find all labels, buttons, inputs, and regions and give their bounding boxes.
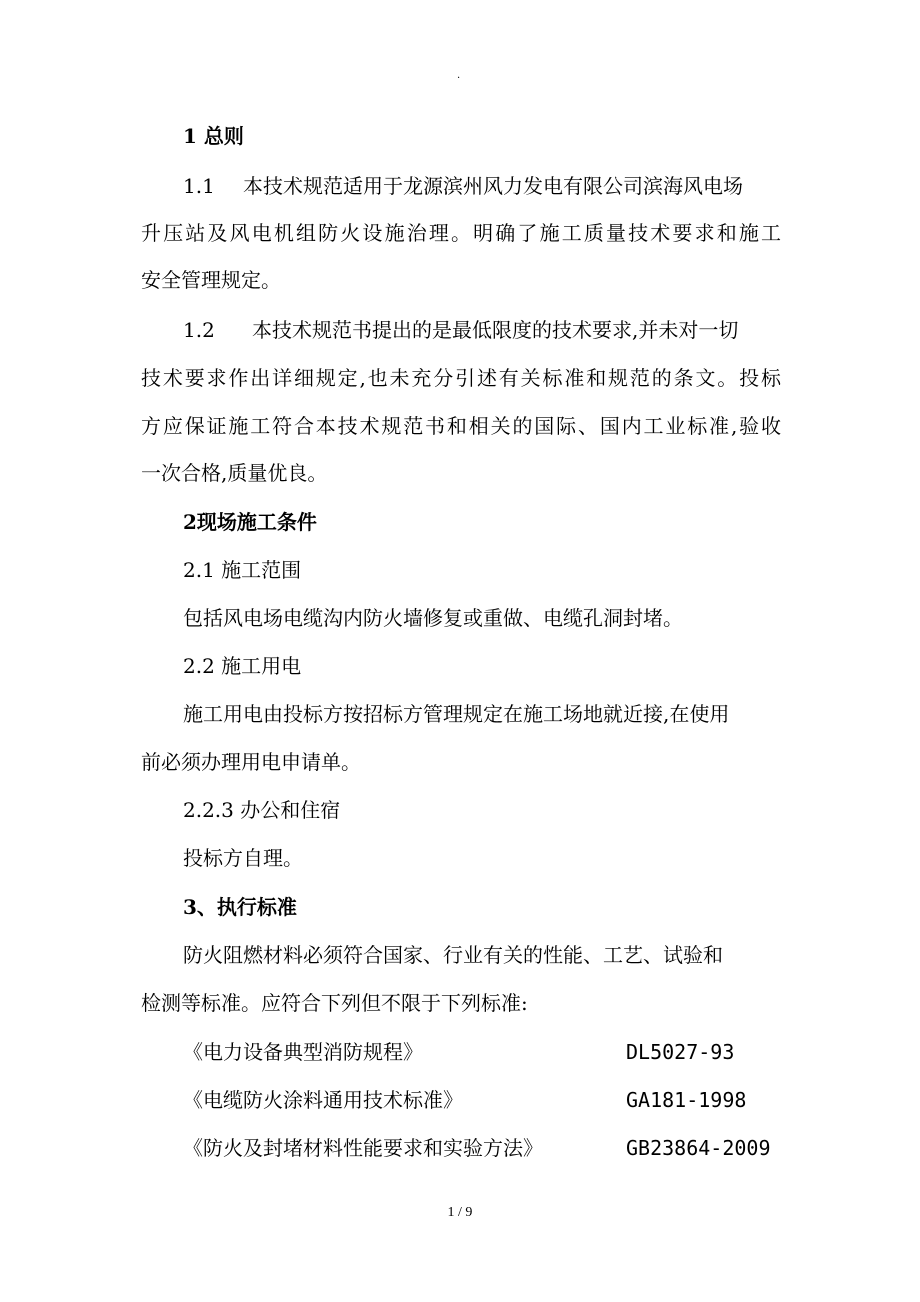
page-number: 1 / 9 [447,1205,473,1220]
clause-2-1-heading: 2.1 施工范围 [183,558,302,582]
clause-2-2-line-2: 前必须办理用电申请单。 [141,750,361,774]
clause-1-2-line-4: 一次合格,质量优良。 [141,461,328,485]
standard-title: 《电缆防火涂料通用技术标准》 [183,1088,463,1112]
clause-1-1-line-1: 本技术规范适用于龙源滨州风力发电有限公司滨海风电场 [243,174,743,198]
section-3-heading: 3、执行标准 [183,895,297,919]
header-dot: . [457,70,461,81]
clause-1-2-line-2: 技术要求作出详细规定,也未充分引述有关标准和规范的条文。投标 [141,366,781,390]
clause-1-1-line-3: 安全管理规定。 [141,268,281,292]
standard-code: DL5027-93 [626,1040,735,1064]
clause-1-2-line-1: 本技术规范书提出的是最低限度的技术要求,并未对一切 [252,318,739,342]
clause-1-2-line-3: 方应保证施工符合本技术规范书和相关的国际、国内工业标准,验收 [141,414,781,438]
standard-title: 《防火及封堵材料性能要求和实验方法》 [183,1136,543,1160]
clause-2-2-3-heading: 2.2.3 办公和住宿 [183,798,341,822]
section-1-heading: 1 总则 [183,124,244,148]
section-2-heading: 2现场施工条件 [183,510,317,534]
clause-1-1-line-2: 升压站及风电机组防火设施治理。明确了施工质量技术要求和施工 [141,221,781,245]
clause-2-2-heading: 2.2 施工用电 [183,654,302,678]
standard-code: GB23864-2009 [626,1136,771,1160]
clause-2-2-3-text: 投标方自理。 [183,846,303,870]
standard-code: GA181-1998 [626,1088,747,1112]
clause-1-1-number: 1.1 [183,174,215,198]
clause-1-2-number: 1.2 [183,318,215,342]
clause-2-1-text: 包括风电场电缆沟内防火墙修复或重做、电缆孔洞封堵。 [183,606,683,630]
section-3-line-2: 检测等标准。应符合下列但不限于下列标准: [141,991,528,1015]
standard-title: 《电力设备典型消防规程》 [183,1040,423,1064]
section-3-line-1: 防火阻燃材料必须符合国家、行业有关的性能、工艺、试验和 [183,943,723,967]
clause-2-2-line-1: 施工用电由投标方按招标方管理规定在施工场地就近接,在使用 [183,702,730,726]
